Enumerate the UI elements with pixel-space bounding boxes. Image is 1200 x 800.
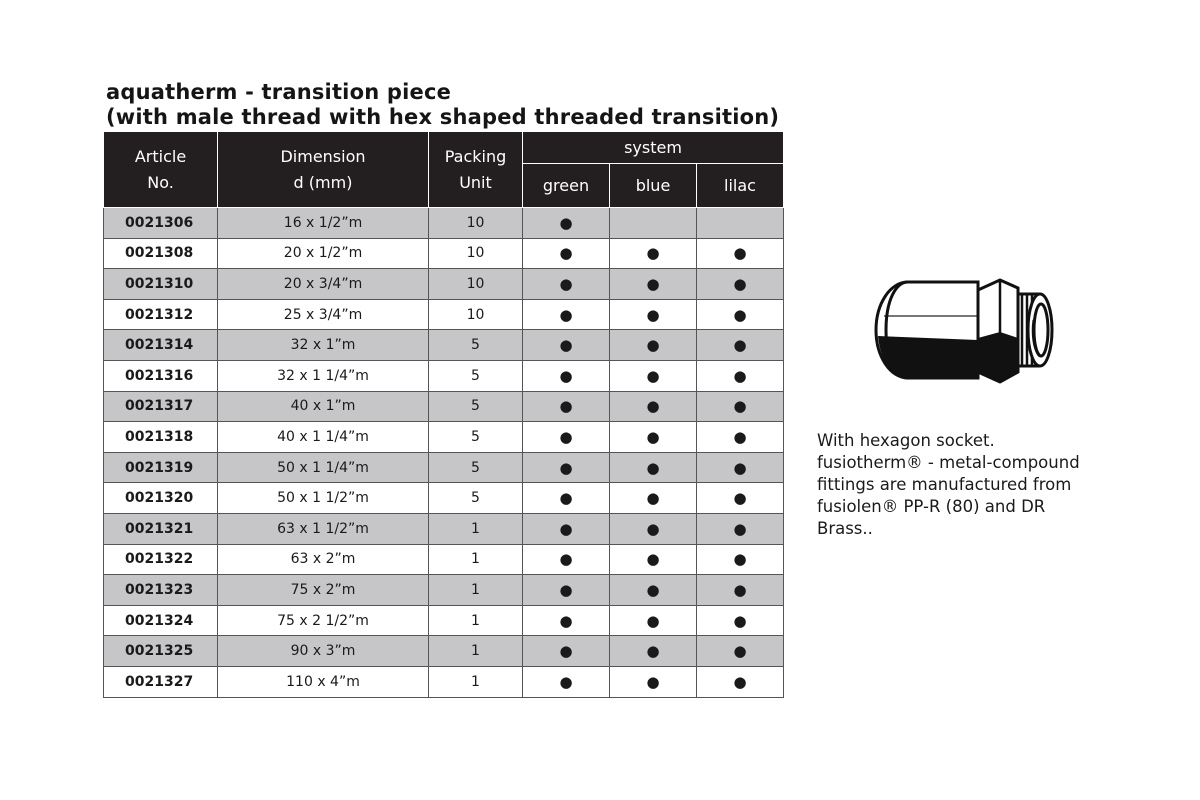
description-line-4: fusiolen® PP-R (80) and DR: [817, 497, 1046, 516]
lilac-system-cell: ●: [697, 666, 784, 697]
transition-piece-fitting-image: [868, 260, 1058, 395]
dimension-cell: 40 x 1 1/4”m: [218, 422, 429, 453]
green-system-cell: ●: [523, 269, 610, 300]
green-system-cell: ●: [523, 422, 610, 453]
article-no-cell: 0021325: [104, 636, 218, 667]
green-system-cell: ●: [523, 452, 610, 483]
lilac-system-cell: ●: [697, 269, 784, 300]
packing-unit-cell: 5: [429, 330, 523, 361]
blue-system-cell: ●: [610, 330, 697, 361]
table-body: [104, 208, 784, 698]
article-no-cell: 0021308: [104, 238, 218, 269]
description-line-3: fittings are manufactured from: [817, 475, 1072, 494]
green-system-cell: ●: [523, 360, 610, 391]
header-article-line2: No.: [147, 172, 174, 192]
dimension-cell: 50 x 1 1/4”m: [218, 452, 429, 483]
article-no-cell: 0021324: [104, 605, 218, 636]
table-row: [104, 452, 784, 483]
title-line-2: (with male thread with hex shaped threaded transition): [106, 105, 780, 129]
green-system-cell: ●: [523, 238, 610, 269]
header-dimension-line1: Dimension: [280, 146, 366, 166]
packing-unit-cell: 1: [429, 544, 523, 575]
article-no-cell: 0021316: [104, 360, 218, 391]
lilac-system-cell: ●: [697, 483, 784, 514]
dimension-cell: 50 x 1 1/2”m: [218, 483, 429, 514]
article-no-cell: 0021314: [104, 330, 218, 361]
table-row: [104, 269, 784, 300]
header-dimension-line2: d (mm): [293, 172, 353, 192]
green-system-cell: ●: [523, 605, 610, 636]
table-row: [104, 299, 784, 330]
header-green: green: [523, 164, 610, 208]
dimension-cell: 63 x 2”m: [218, 544, 429, 575]
article-no-cell: 0021312: [104, 299, 218, 330]
packing-unit-cell: 1: [429, 605, 523, 636]
packing-unit-cell: 1: [429, 636, 523, 667]
dimension-cell: 20 x 1/2”m: [218, 238, 429, 269]
blue-system-cell: ●: [610, 666, 697, 697]
packing-unit-cell: 5: [429, 360, 523, 391]
packing-unit-cell: 10: [429, 238, 523, 269]
lilac-system-cell: ●: [697, 452, 784, 483]
green-system-cell: ●: [523, 299, 610, 330]
table-row: [104, 208, 784, 239]
dimension-cell: 75 x 2 1/2”m: [218, 605, 429, 636]
lilac-system-cell: ●: [697, 360, 784, 391]
header-article: [104, 132, 218, 208]
header-packing: [429, 132, 523, 208]
article-no-cell: 0021319: [104, 452, 218, 483]
dimension-cell: 20 x 3/4”m: [218, 269, 429, 300]
green-system-cell: ●: [523, 575, 610, 606]
packing-unit-cell: 10: [429, 208, 523, 239]
blue-system-cell: ●: [610, 605, 697, 636]
blue-system-cell: ●: [610, 483, 697, 514]
table-row: [104, 238, 784, 269]
lilac-system-cell: ●: [697, 636, 784, 667]
blue-system-cell: ●: [610, 636, 697, 667]
header-dimension: [218, 132, 429, 208]
blue-system-cell: ●: [610, 422, 697, 453]
page-title: [106, 80, 779, 130]
packing-unit-cell: 10: [429, 269, 523, 300]
blue-system-cell: ●: [610, 544, 697, 575]
dimension-cell: 110 x 4”m: [218, 666, 429, 697]
lilac-system-cell: ●: [697, 422, 784, 453]
article-no-cell: 0021320: [104, 483, 218, 514]
lilac-system-cell: ●: [697, 330, 784, 361]
dimension-cell: 25 x 3/4”m: [218, 299, 429, 330]
title-line-1: aquatherm - transition piece: [106, 80, 452, 104]
description-line-1: With hexagon socket.: [817, 431, 995, 450]
table-row: [104, 636, 784, 667]
article-no-cell: 0021327: [104, 666, 218, 697]
table-row: [104, 391, 784, 422]
lilac-system-cell: [697, 208, 784, 239]
product-description: [817, 430, 1107, 540]
blue-system-cell: [610, 208, 697, 239]
article-no-cell: 0021321: [104, 513, 218, 544]
lilac-system-cell: ●: [697, 299, 784, 330]
lilac-system-cell: ●: [697, 605, 784, 636]
packing-unit-cell: 1: [429, 513, 523, 544]
dimension-cell: 32 x 1”m: [218, 330, 429, 361]
lilac-system-cell: ●: [697, 544, 784, 575]
blue-system-cell: ●: [610, 269, 697, 300]
description-line-5: Brass..: [817, 519, 873, 538]
packing-unit-cell: 5: [429, 391, 523, 422]
table-row: [104, 513, 784, 544]
article-no-cell: 0021322: [104, 544, 218, 575]
article-table: [103, 131, 784, 698]
header-system: system: [523, 132, 784, 164]
dimension-cell: 16 x 1/2”m: [218, 208, 429, 239]
description-line-2: fusiotherm® - metal-compound: [817, 453, 1080, 472]
blue-system-cell: ●: [610, 360, 697, 391]
blue-system-cell: ●: [610, 299, 697, 330]
green-system-cell: ●: [523, 208, 610, 239]
blue-system-cell: ●: [610, 238, 697, 269]
article-no-cell: 0021306: [104, 208, 218, 239]
packing-unit-cell: 1: [429, 666, 523, 697]
green-system-cell: ●: [523, 636, 610, 667]
green-system-cell: ●: [523, 513, 610, 544]
table-row: [104, 360, 784, 391]
packing-unit-cell: 1: [429, 575, 523, 606]
green-system-cell: ●: [523, 483, 610, 514]
table-row: [104, 330, 784, 361]
lilac-system-cell: ●: [697, 575, 784, 606]
dimension-cell: 75 x 2”m: [218, 575, 429, 606]
table-row: [104, 483, 784, 514]
header-packing-line1: Packing: [444, 146, 507, 166]
table-row: [104, 422, 784, 453]
dimension-cell: 63 x 1 1/2”m: [218, 513, 429, 544]
green-system-cell: ●: [523, 666, 610, 697]
table-row: [104, 575, 784, 606]
packing-unit-cell: 5: [429, 452, 523, 483]
table-row: [104, 666, 784, 697]
lilac-system-cell: ●: [697, 513, 784, 544]
article-no-cell: 0021323: [104, 575, 218, 606]
header-lilac: lilac: [697, 164, 784, 208]
header-blue: blue: [610, 164, 697, 208]
table-row: [104, 605, 784, 636]
packing-unit-cell: 5: [429, 422, 523, 453]
lilac-system-cell: ●: [697, 238, 784, 269]
blue-system-cell: ●: [610, 513, 697, 544]
dimension-cell: 40 x 1”m: [218, 391, 429, 422]
dimension-cell: 32 x 1 1/4”m: [218, 360, 429, 391]
header-packing-line2: Unit: [459, 172, 492, 192]
packing-unit-cell: 10: [429, 299, 523, 330]
lilac-system-cell: ●: [697, 391, 784, 422]
blue-system-cell: ●: [610, 575, 697, 606]
green-system-cell: ●: [523, 544, 610, 575]
green-system-cell: ●: [523, 391, 610, 422]
blue-system-cell: ●: [610, 391, 697, 422]
article-no-cell: 0021318: [104, 422, 218, 453]
packing-unit-cell: 5: [429, 483, 523, 514]
article-no-cell: 0021310: [104, 269, 218, 300]
green-system-cell: ●: [523, 330, 610, 361]
blue-system-cell: ●: [610, 452, 697, 483]
dimension-cell: 90 x 3”m: [218, 636, 429, 667]
header-article-line1: Article: [134, 146, 187, 166]
table-row: [104, 544, 784, 575]
article-no-cell: 0021317: [104, 391, 218, 422]
